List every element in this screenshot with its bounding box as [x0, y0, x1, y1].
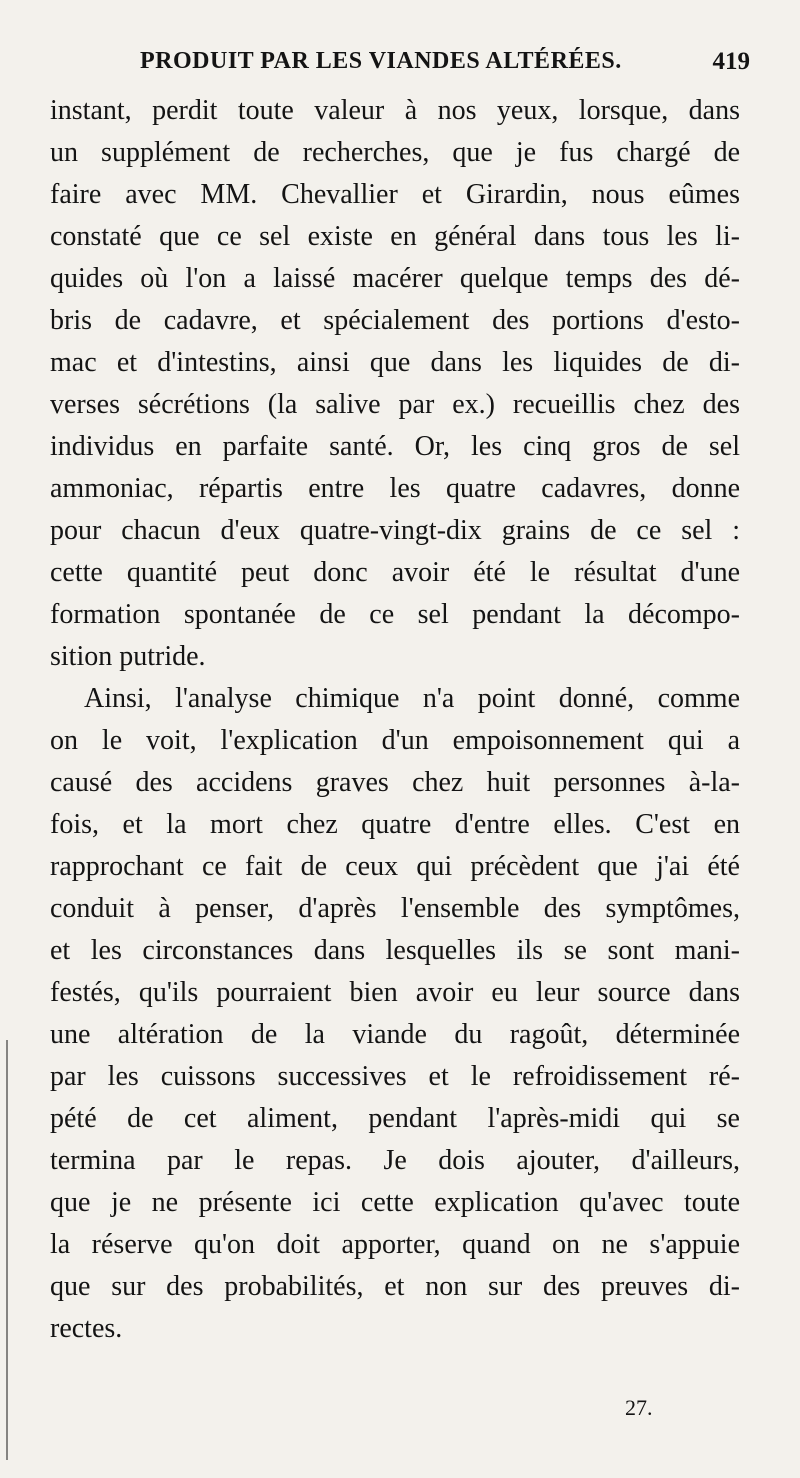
signature-mark: 27.: [625, 1395, 653, 1420]
text-line: la réserve qu'on doit apporter, quand on ne s'appuie: [50, 1229, 740, 1260]
running-head: PRODUIT PAR LES VIANDES ALTÉRÉES.: [140, 48, 622, 74]
text-line: et les circonstances dans lesquelles ils se sont mani-: [50, 935, 740, 966]
text-line: individus en parfaite santé. Or, les cinq gros de sel: [50, 431, 740, 462]
text-line: par les cuissons successives et le refroidissement ré-: [50, 1061, 740, 1092]
text-line: conduit à penser, d'après l'ensemble des symptômes,: [50, 893, 740, 924]
text-line: fois, et la mort chez quatre d'entre elles. C'est en: [50, 809, 740, 840]
page-number: 419: [712, 48, 750, 75]
text-line: faire avec MM. Chevallier et Girardin, nous eûmes: [50, 179, 740, 210]
text-line: pété de cet aliment, pendant l'après-midi qui se: [50, 1103, 740, 1134]
page-edge-shadow: [6, 1040, 8, 1460]
text-line: causé des accidens graves chez huit personnes à-la-: [50, 767, 740, 798]
text-line: instant, perdit toute valeur à nos yeux, lorsque, dans: [50, 95, 740, 126]
text-line: pour chacun d'eux quatre-vingt-dix grains de ce sel :: [50, 515, 740, 546]
paragraph-2: [50, 678, 740, 1350]
text-line: rectes.: [50, 1313, 123, 1344]
text-line: formation spontanée de ce sel pendant la décompo-: [50, 599, 740, 630]
text-line: rapprochant ce fait de ceux qui précèdent que j'ai été: [50, 851, 740, 882]
text-line: verses sécrétions (la salive par ex.) recueillis chez des: [50, 389, 740, 420]
text-line: que je ne présente ici cette explication qu'avec toute: [50, 1187, 740, 1218]
text-line: une altération de la viande du ragoût, déterminée: [50, 1019, 740, 1050]
text-line: bris de cadavre, et spécialement des portions d'esto-: [50, 305, 740, 336]
text-line: ammoniac, répartis entre les quatre cadavres, donne: [50, 473, 740, 504]
page-header: [60, 40, 750, 90]
text-line: termina par le repas. Je dois ajouter, d'ailleurs,: [50, 1145, 740, 1176]
text-line: mac et d'intestins, ainsi que dans les liquides de di-: [50, 347, 740, 378]
text-line: que sur des probabilités, et non sur des preuves di-: [50, 1271, 740, 1302]
text-body: [50, 90, 740, 1350]
text-line: quides où l'on a laissé macérer quelque temps des dé-: [50, 263, 740, 294]
text-line: festés, qu'ils pourraient bien avoir eu leur source dans: [50, 977, 740, 1008]
text-line: on le voit, l'explication d'un empoisonnement qui a: [50, 725, 740, 756]
text-line: Ainsi, l'analyse chimique n'a point donné, comme: [84, 683, 740, 714]
text-line: sition putride.: [50, 641, 206, 672]
paragraph-1: [50, 90, 740, 678]
text-line: constaté que ce sel existe en général dans tous les li-: [50, 221, 740, 252]
text-line: cette quantité peut donc avoir été le résultat d'une: [50, 557, 740, 588]
text-line: un supplément de recherches, que je fus chargé de: [50, 137, 740, 168]
